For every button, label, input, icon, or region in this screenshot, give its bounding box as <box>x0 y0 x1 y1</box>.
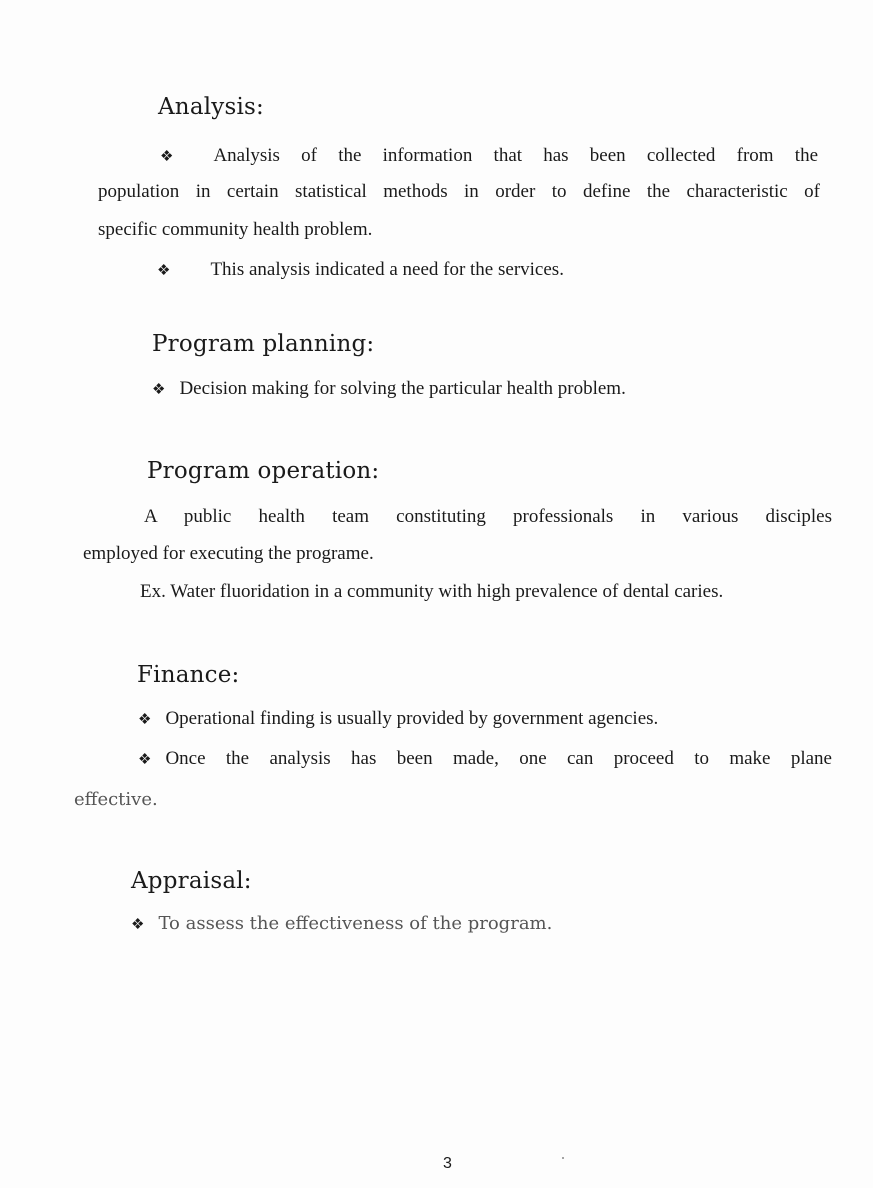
appraisal-bullet-1 <box>131 906 552 943</box>
analysis-heading: Analysis: <box>158 94 264 120</box>
finance-heading: Finance: <box>137 662 240 688</box>
bullet-icon: ❖ <box>131 917 145 933</box>
program-operation-para-line-1: A public health team constituting professionals in various disciples <box>144 506 832 527</box>
program-operation-para-line-2: employed for executing the programe. <box>83 543 374 564</box>
finance-bullet-2-line-1 <box>138 741 832 778</box>
page-number: 3 <box>443 1155 452 1172</box>
program-planning-bullet-1-text: Decision making for solving the particular health problem. <box>179 378 626 399</box>
program-planning-bullet-1 <box>152 371 626 408</box>
scan-speck <box>562 1157 564 1159</box>
analysis-bullet-1-line-3: specific community health problem. <box>98 219 373 240</box>
program-planning-heading: Program planning: <box>152 331 375 357</box>
finance-bullet-1 <box>138 701 658 738</box>
analysis-bullet-2-text: This analysis indicated a need for the services. <box>210 259 564 280</box>
scan-edge-shadow <box>0 0 1 131</box>
program-operation-example: Ex. Water fluoridation in a community with high prevalence of dental caries. <box>140 581 724 602</box>
program-operation-heading: Program operation: <box>147 458 380 484</box>
appraisal-bullet-1-text: To assess the effectiveness of the program. <box>158 913 553 934</box>
appraisal-heading: Appraisal: <box>131 868 252 894</box>
bullet-icon: ❖ <box>138 752 152 768</box>
analysis-bullet-1-line-1 <box>160 138 818 175</box>
bullet-icon: ❖ <box>138 712 152 728</box>
bullet-icon: ❖ <box>160 149 174 165</box>
finance-bullet-2-text: Once the analysis has been made, one can proceed to make plane <box>165 748 832 769</box>
analysis-bullet-1-text: Analysis of the information that has been collected from the <box>213 145 818 166</box>
analysis-bullet-1-line-2: population in certain statistical methods in order to define the characteristic of <box>98 181 820 202</box>
finance-bullet-1-text: Operational finding is usually provided by government agencies. <box>165 708 659 729</box>
analysis-bullet-2 <box>157 252 564 289</box>
bullet-icon: ❖ <box>157 263 171 279</box>
bullet-icon: ❖ <box>152 382 166 398</box>
finance-bullet-2-line-2: effective. <box>74 789 158 810</box>
